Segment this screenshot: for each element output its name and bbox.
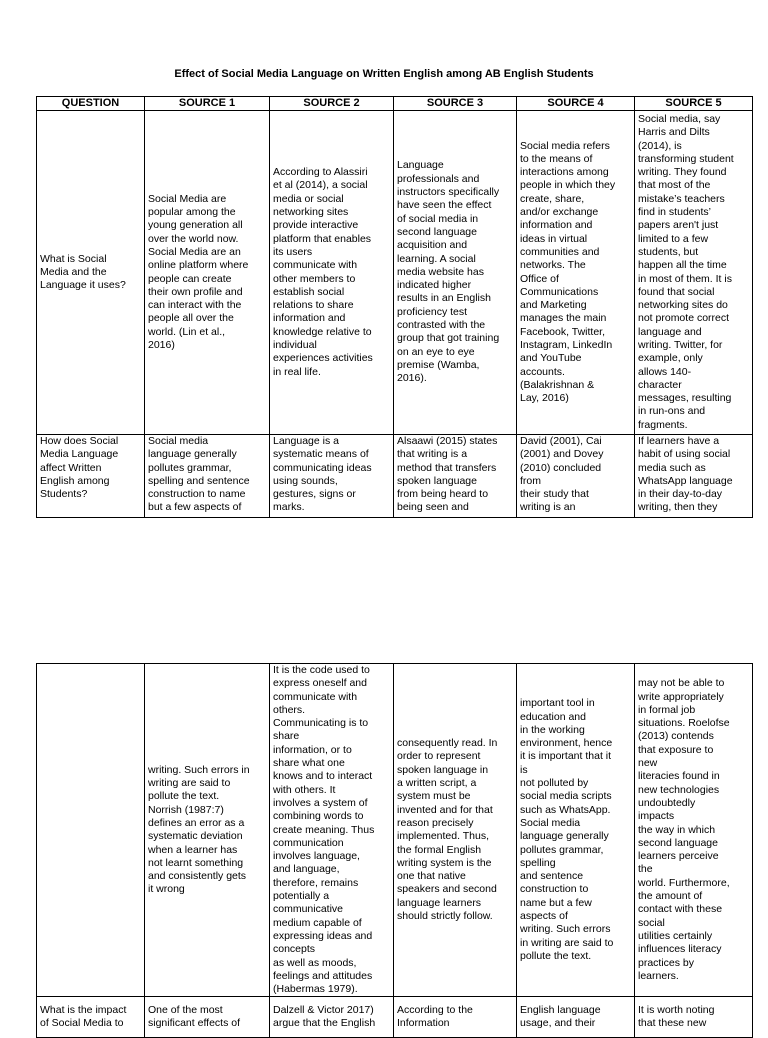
source-cell xyxy=(270,111,394,435)
cell-text: Dalzell & Victor 2017) argue that the English xyxy=(273,1004,376,1030)
cell-text: consequently read. In order to represent spoken language in a written script, a system must be invented and for that reason precisely implemented. Thus, the formal English writing system is the one that native speakers and second language learners should strictly follow. xyxy=(397,737,498,922)
document-title: Effect of Social Media Language on Written English among AB English Students xyxy=(174,68,594,80)
source-cell xyxy=(635,997,753,1038)
source-cell xyxy=(270,435,394,518)
source-cell xyxy=(635,111,753,435)
source-cell xyxy=(145,664,270,997)
source-cell xyxy=(394,111,517,435)
cell-text: Social media refers to the means of interactions among people in which they create, share, and/or exchange information and ideas in virtual communities and networks. The Office of Communications and Marketing manages the main Facebook, Twitter, Instagram, LinkedIn and YouTube accounts. (Balakrishnan & Lay, 2016) xyxy=(520,139,616,405)
cell-text: According to the Information xyxy=(397,1004,473,1030)
cell-text: writing. Such errors in writing are said to pollute the text. Norrish (1987:7) defines an error as a systematic deviation when a learner has not learnt something and consistently gets it wrong xyxy=(148,763,250,896)
cell-text: Social media, say Harris and Dilts (2014), is transforming student writing. They found that most of the mistake’s teachers find in students’ papers aren't just limited to a few students, but happen all the time in most of them. It is found that social networking sites do not promote correct language and writing. Twitter, for example, only allows 140- character messages, resulting in run-ons and fragments. xyxy=(638,112,734,431)
cell-text: One of the most significant effects of xyxy=(148,1004,241,1030)
source-cell xyxy=(517,435,635,518)
cell-text: If learners have a habit of using social media such as WhatsApp language in their day-to-day writing, then they xyxy=(638,435,733,514)
cell-text: David (2001), Cai (2001) and Dovey (2010) concluded from their study that writing is an xyxy=(520,435,604,514)
table-row xyxy=(37,111,753,435)
source-cell xyxy=(394,664,517,997)
source-cell xyxy=(635,435,753,518)
header-source-1: SOURCE 1 xyxy=(145,97,270,111)
source-cell xyxy=(145,997,270,1038)
question-cell xyxy=(37,111,145,435)
table-header-row xyxy=(37,97,753,111)
cell-text: Language professionals and instructors specifically have seen the effect of social media in second language acquisition and learning. A social media website has indicated higher results in an English proficiency test contrasted with the group that got training on an eye to eye premise (Wamba, 2016). xyxy=(397,159,500,385)
cell-text: It is worth noting that these new xyxy=(638,1004,715,1030)
header-question: QUESTION xyxy=(37,97,145,111)
header-source-4: SOURCE 4 xyxy=(517,97,635,111)
cell-text: may not be able to write appropriately in formal job situations. Roelofse (2013) contends that exposure to new literacies found in new technologies undoubtedly impacts the way in which second language learners perceive the world. Furthermore, the amount of contact with these social utilities certainly influences literacy practices by learners. xyxy=(638,677,730,982)
header-source-3: SOURCE 3 xyxy=(394,97,517,111)
cell-text: important tool in education and in the working environment, hence it is important that it is not polluted by social media scripts such as WhatsApp. Social media language generally pollutes grammar, spelling and sentence construction to name but a few aspects of writing. Such errors in writing are said to pollute the text. xyxy=(520,697,614,962)
source-cell xyxy=(145,435,270,518)
cell-text: What is the impact of Social Media to xyxy=(40,1004,127,1030)
source-cell xyxy=(517,111,635,435)
source-cell xyxy=(270,997,394,1038)
cell-text: English language usage, and their xyxy=(520,1004,601,1030)
cell-text: It is the code used to express oneself and communicate with others. Communicating is to share information, or to share what one knows and to interact with others. It involves a system of combining words to create meaning. Thus communication involves language, and language, therefore, remains potentially a communicative medium capable of expressing ideas and concepts as well as moods, feelings and attitudes (Habermas 1979). xyxy=(273,664,375,996)
source-cell xyxy=(517,997,635,1038)
cell-text: Alsaawi (2015) states that writing is a method that transfers spoken language from being heard to being seen and xyxy=(397,435,498,514)
source-cell xyxy=(270,664,394,997)
literature-matrix-table-page-1 xyxy=(36,96,753,518)
question-cell xyxy=(37,997,145,1038)
table-row xyxy=(37,664,753,997)
source-cell xyxy=(394,997,517,1038)
source-cell xyxy=(145,111,270,435)
source-cell xyxy=(517,664,635,997)
cell-text: What is Social Media and the Language it uses? xyxy=(40,252,126,292)
literature-matrix-table-page-2 xyxy=(36,663,753,1038)
cell-text: According to Alassiri et al (2014), a social media or social networking sites provide interactive platform that enables its users communicate with other members to establish social relations to share information and knowledge relative to individual experiences activities in real life. xyxy=(273,166,373,378)
header-source-5: SOURCE 5 xyxy=(635,97,753,111)
source-cell xyxy=(635,664,753,997)
source-cell xyxy=(394,435,517,518)
table-row xyxy=(37,997,753,1038)
table-row xyxy=(37,435,753,518)
cell-text: Social media language generally pollutes grammar, spelling and sentence construction to name but a few aspects of xyxy=(148,435,250,514)
question-cell xyxy=(37,664,145,997)
question-cell xyxy=(37,435,145,518)
cell-text: Social Media are popular among the young generation all over the world now. Social Media are an online platform where people can create their own profile and can interact with the people all over the world. (Lin et al., 2016) xyxy=(148,192,249,351)
cell-text: Language is a systematic means of communicating ideas using sounds, gestures, signs or marks. xyxy=(273,435,372,514)
cell-text: How does Social Media Language affect Written English among Students? xyxy=(40,435,119,501)
header-source-2: SOURCE 2 xyxy=(270,97,394,111)
